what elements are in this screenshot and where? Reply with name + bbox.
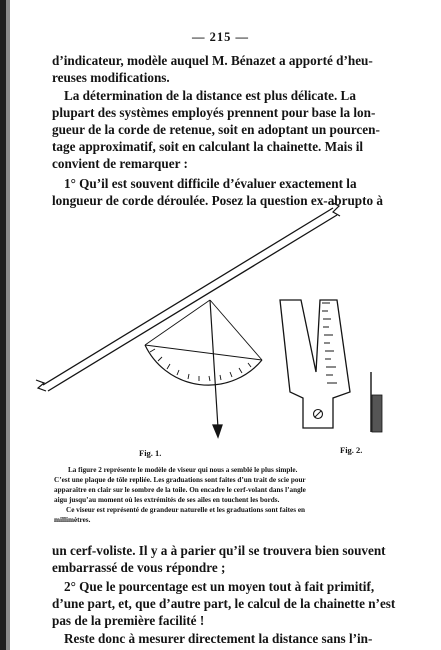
caption-line-5: Ce viseur est représenté de grandeur naturelle et les graduations sont faites en (66, 506, 306, 514)
rod-edge-top (43, 208, 333, 385)
protractor-ticks (150, 349, 251, 381)
plate-profile-hatch (372, 395, 382, 432)
para3-line-2: longueur de corde déroulée. Posez la question ex-abrupto à (52, 193, 384, 208)
para4-line-2: embarrassé de vous répondre ; (52, 560, 226, 575)
rod-edge-bottom (48, 215, 337, 391)
para1-line-1: d’indicateur, modèle auquel M. Bénazet a apporté d’heu- (52, 53, 373, 68)
plate-graduations (322, 303, 337, 383)
para2-line-1: La détermination de la distance est plus délicate. La (64, 88, 356, 103)
para2-line-3: gueur de la corde de retenue, soit en adoptant un pourcen- (52, 122, 380, 137)
caption-line-2: C’est une plaque de tôle repliée. Les graduations sont faites d’un trait de scie pour (54, 476, 306, 484)
figure-2-plaque (280, 300, 382, 432)
para5-line-2: d’une part, et, que d’autre part, le calcul de la chainette n’est (52, 596, 396, 611)
para2-line-4: tage approximatif, soit en calculant la chainette. Mais il (52, 139, 364, 154)
protractor-arc (145, 345, 262, 385)
rod-break-right (333, 203, 340, 216)
figure-1-viseur (36, 203, 340, 437)
figure-2-label: Fig. 2. (340, 445, 363, 455)
caption-line-1: La figure 2 représente le modèle de viseur qui nous a semblé le plus simple. (68, 466, 298, 474)
rod-break-left (36, 380, 46, 391)
figure-1-label: Fig. 1. (139, 448, 162, 458)
page-number: — 215 — (192, 30, 249, 44)
para5-line-3: pas de la première facilité ! (52, 613, 205, 628)
plumb-line (210, 300, 218, 428)
para2-line-5: convient de remarquer : (52, 156, 188, 171)
para2-line-2: plupart des systèmes employés prennent pour base la lon- (52, 105, 376, 120)
plate-outline (280, 300, 350, 428)
caption-line-3: apparaître en clair sur le sombre de la toile. On encadre le cerf-volant dans l’angle (54, 486, 306, 494)
para3-line-1: 1° Qu’il est souvent difficile d’évaluer exactement la (64, 176, 357, 191)
para4-line-1: un cerf-voliste. Il y a à parier qu’il se trouvera bien souvent (52, 543, 386, 558)
caption-line-4: aigu jusqu’au moment où les extrémités de ses ailes en touchent les bords. (54, 496, 280, 504)
para6-line-1: Reste donc à mesurer directement la distance sans l’in- (64, 631, 373, 646)
para1-line-2: reuses modifications. (52, 70, 170, 85)
caption-line-6: millimètres. (54, 516, 91, 524)
para5-line-1: 2° Que le pourcentage est un moyen tout à fait primitif, (64, 579, 375, 594)
plumb-weight (213, 425, 222, 437)
